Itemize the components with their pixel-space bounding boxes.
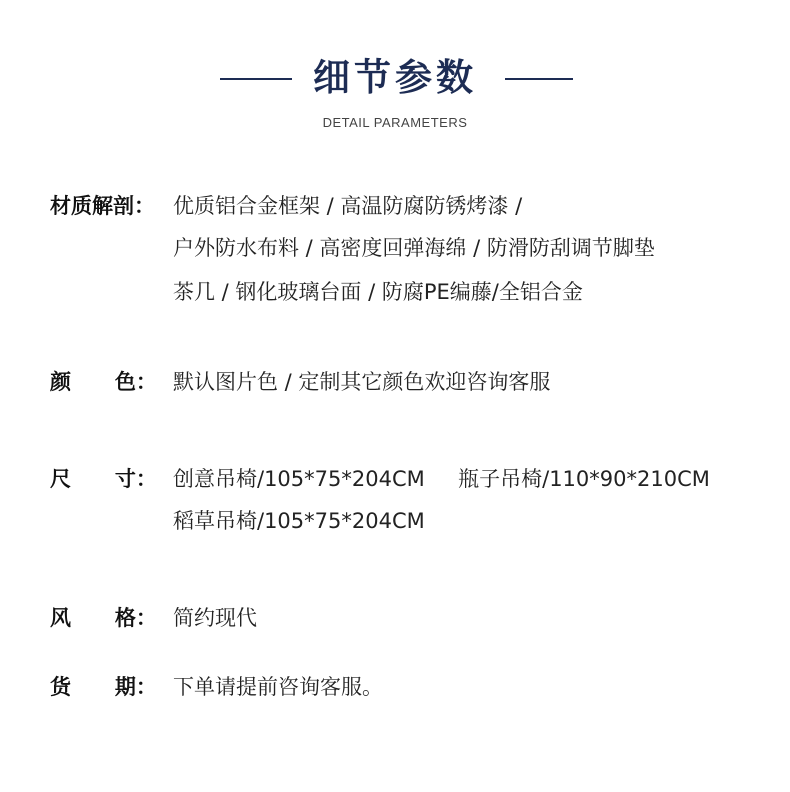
- spec-label-style: 风 格：: [50, 606, 157, 630]
- spec-value-material-line-3: 茶几 / 钢化玻璃台面 / 防腐PE编藤/全铝合金: [173, 280, 583, 304]
- header-divider-right: [505, 78, 573, 80]
- spec-label-color: 颜 色：: [50, 370, 157, 394]
- page-subtitle: DETAIL PARAMETERS: [322, 115, 468, 130]
- page-title: 细节参数: [313, 56, 477, 99]
- spec-value-material-line-1: 优质铝合金框架 / 高温防腐防锈烤漆 /: [173, 194, 523, 218]
- spec-value-color: 默认图片色 / 定制其它颜色欢迎咨询客服: [173, 370, 551, 394]
- spec-label-delivery: 货 期：: [50, 675, 157, 699]
- spec-label-material: 材质解剖：: [50, 194, 155, 218]
- spec-value-size-line-2: 稻草吊椅/105*75*204CM: [173, 509, 425, 533]
- spec-value-size-line-1: 创意吊椅/105*75*204CM 瓶子吊椅/110*90*210CM: [173, 467, 710, 491]
- spec-value-material-line-2: 户外防水布料 / 高密度回弹海绵 / 防滑防刮调节脚垫: [173, 236, 655, 260]
- spec-value-delivery: 下单请提前咨询客服。: [173, 675, 383, 699]
- spec-value-style: 简约现代: [173, 606, 257, 630]
- spec-label-size: 尺 寸：: [50, 467, 157, 491]
- section-header: [0, 48, 790, 108]
